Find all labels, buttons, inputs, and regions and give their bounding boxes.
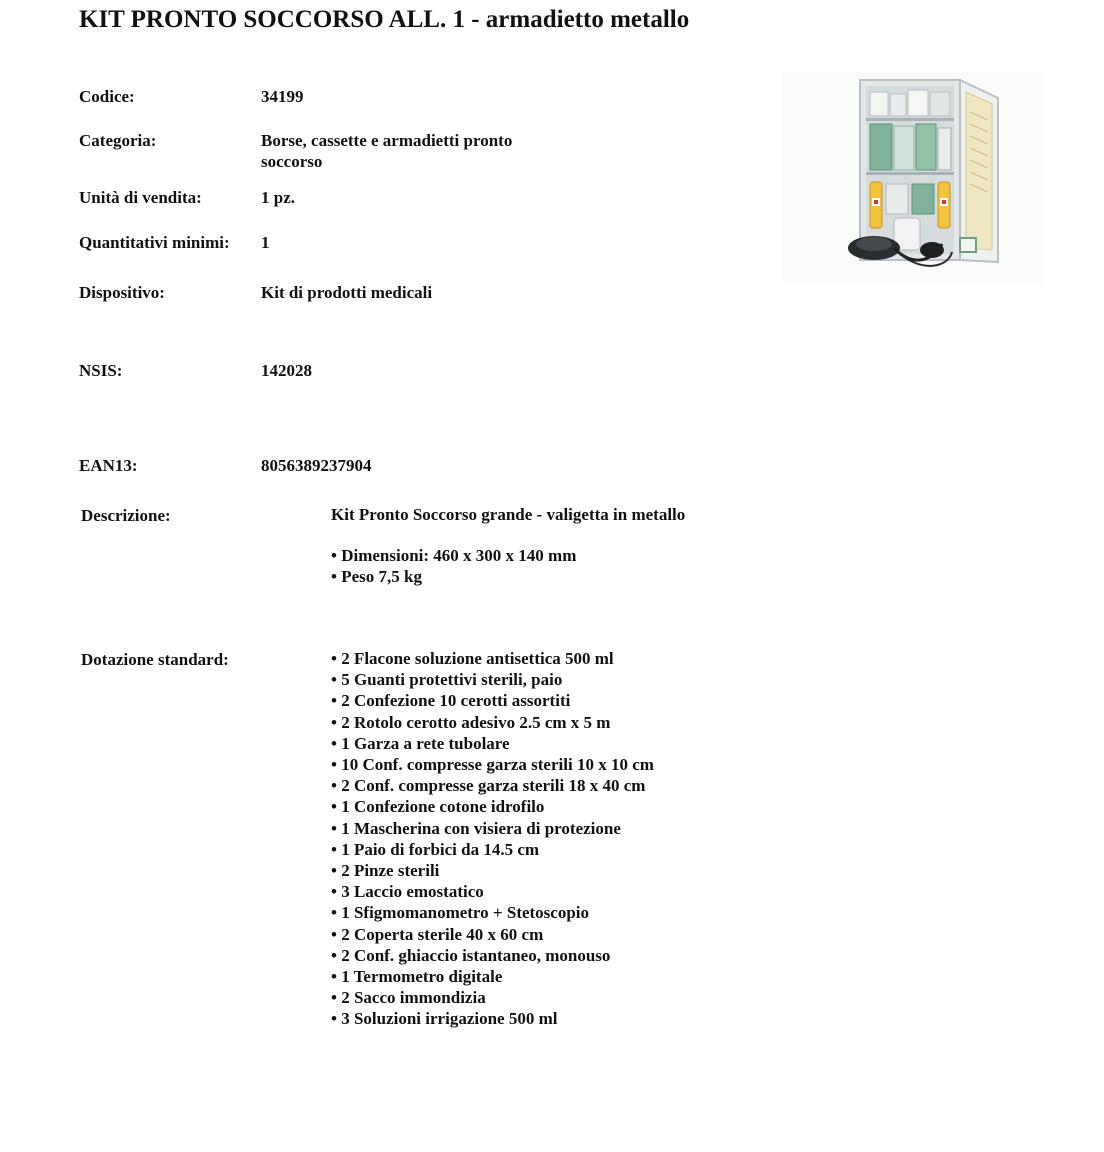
list-item: • 1 Paio di forbici da 14.5 cm [331, 839, 540, 859]
categoria-label: Categoria: [79, 131, 157, 150]
list-item: • 3 Laccio emostatico [331, 882, 484, 902]
categoria-value: Borse, cassette e armadietti pronto soccorso [261, 131, 513, 171]
ean13-value: 8056389237904 [261, 456, 372, 475]
quantitativi-minimi-label: Quantitativi minimi: [79, 233, 230, 252]
product-image [782, 72, 1044, 284]
list-item: • 1 Confezione cotone idrofilo [331, 797, 545, 817]
list-item: • 1 Termometro digitale [331, 967, 503, 987]
list-item: • Peso 7,5 kg [331, 567, 422, 587]
unita-vendita-label: Unità di vendita: [79, 188, 202, 207]
list-item: • 2 Pinze sterili [331, 861, 440, 881]
list-item: • 2 Sacco immondizia [331, 988, 486, 1008]
list-item: • 2 Conf. compresse garza sterili 18 x 40 cm [331, 776, 646, 796]
list-item: • 2 Rotolo cerotto adesivo 2.5 cm x 5 m [331, 712, 611, 732]
codice-value: 34199 [261, 87, 304, 106]
dispositivo-label: Dispositivo: [79, 283, 165, 302]
list-item: • 1 Garza a rete tubolare [331, 733, 510, 753]
list-item: • 2 Flacone soluzione antisettica 500 ml [331, 649, 614, 668]
dispositivo-value: Kit di prodotti medicali [261, 283, 433, 302]
list-item: • 5 Guanti protettivi sterili, paio [331, 670, 563, 690]
dotazione-standard-label: Dotazione standard: [81, 650, 229, 669]
list-item: • 2 Coperta sterile 40 x 60 cm [331, 924, 544, 944]
list-item: • Dimensioni: 460 x 300 x 140 mm [331, 546, 577, 565]
nsis-label: NSIS: [79, 361, 123, 380]
first-aid-cabinet-icon [782, 72, 1044, 284]
nsis-value: 142028 [261, 361, 312, 380]
descrizione-label: Descrizione: [81, 506, 171, 525]
dotazione-list [331, 648, 654, 1030]
list-item: • 10 Conf. compresse garza sterili 10 x 10 cm [331, 755, 654, 775]
ean13-label: EAN13: [79, 456, 138, 475]
descrizione-list [331, 545, 576, 587]
quantitativi-minimi-value: 1 [261, 233, 270, 252]
list-item: • 3 Soluzioni irrigazione 500 ml [331, 1009, 558, 1029]
list-item: • 1 Mascherina con visiera di protezione [331, 818, 621, 838]
codice-label: Codice: [79, 87, 135, 106]
list-item: • 1 Sfigmomanometro + Stetoscopio [331, 903, 590, 923]
unita-vendita-value: 1 pz. [261, 188, 295, 207]
list-item: • 2 Confezione 10 cerotti assortiti [331, 691, 571, 711]
descrizione-intro: Kit Pronto Soccorso grande - valigetta in metallo [331, 505, 686, 524]
page-title: KIT PRONTO SOCCORSO ALL. 1 - armadietto metallo [79, 6, 690, 33]
list-item: • 2 Conf. ghiaccio istantaneo, monouso [331, 945, 611, 965]
